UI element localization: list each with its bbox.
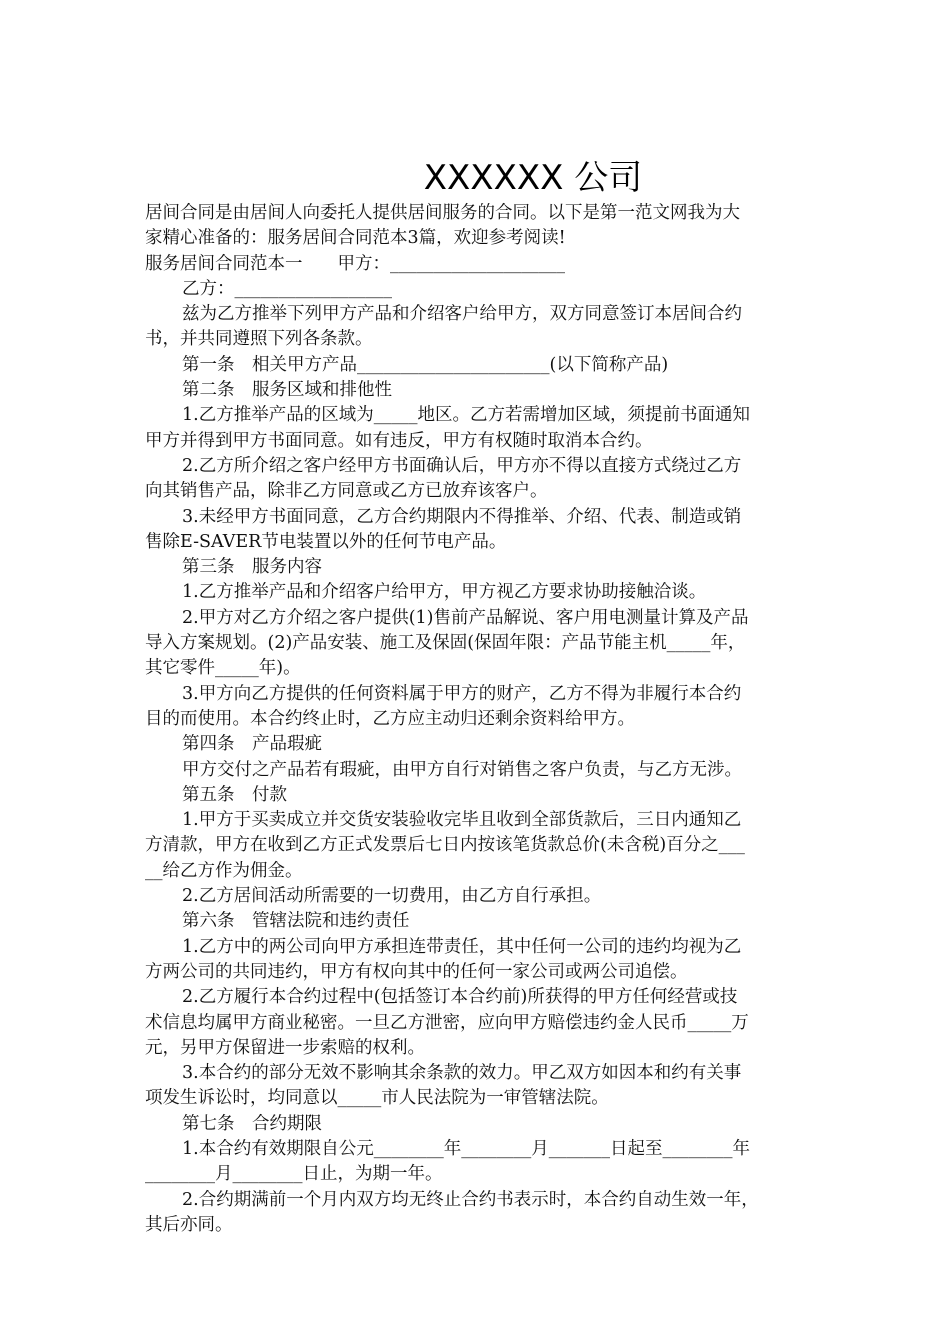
text-line: 兹为乙方推举下列甲方产品和介绍客户给甲方，双方同意签订本居间合约 xyxy=(182,304,742,325)
text-line: 家精心准备的：服务居间合同范本3篇，欢迎参考阅读! xyxy=(145,228,566,249)
text-line: 1.乙方推举产品的区域为_____地区。乙方若需增加区域，须提前书面通知 xyxy=(182,405,750,426)
text-line: 服务居间合同范本一 甲方：____________________ xyxy=(145,253,565,274)
text-line: 1.甲方于买卖成立并交货安装验收完毕且收到全部货款后，三日内通知乙 xyxy=(182,810,742,831)
text-line: 1.乙方中的两公司向甲方承担连带责任，其中任何一公司的违约均视为乙 xyxy=(182,936,742,957)
text-line: 第二条 服务区域和排他性 xyxy=(182,380,392,401)
text-line: __给乙方作为佣金。 xyxy=(145,860,303,881)
text-line: 第六条 管辖法院和违约责任 xyxy=(182,911,410,932)
text-line: 方两公司的共同违约，甲方有权向其中的任何一家公司或两公司追偿。 xyxy=(145,961,688,982)
text-line: 第一条 相关甲方产品______________________(以下简称产品) xyxy=(182,354,669,375)
text-line: 其它零件_____年)。 xyxy=(145,658,301,679)
text-line: 2.乙方履行本合约过程中(包括签订本合约前)所获得的甲方任何经营或技 xyxy=(182,987,738,1008)
text-line: 3.本合约的部分无效不影响其余条款的效力。甲乙双方如因本和约有关事 xyxy=(182,1063,742,1084)
text-line: 3.甲方向乙方提供的任何资料属于甲方的财产，乙方不得为非履行本合约 xyxy=(182,683,742,704)
text-line: 向其销售产品，除非乙方同意或乙方已放弃该客户。 xyxy=(145,481,548,502)
document-title: XXXXXX 公司 xyxy=(423,158,643,198)
text-line: 乙方：__________________ xyxy=(182,278,392,299)
text-line: 其后亦同。 xyxy=(145,1214,233,1235)
text-line: 目的而使用。本合约终止时，乙方应主动归还剩余资料给甲方。 xyxy=(145,708,635,729)
text-line: 导入方案规划。(2)产品安装、施工及保固(保固年限：产品节能主机_____年， xyxy=(145,633,746,654)
text-line: 1.乙方推举产品和介绍客户给甲方，甲方视乙方要求协助接触洽谈。 xyxy=(182,582,707,603)
text-line: 项发生诉讼时，均同意以_____市人民法院为一审管辖法院。 xyxy=(145,1088,609,1109)
document-body xyxy=(145,201,808,1238)
text-line: 第七条 合约期限 xyxy=(182,1113,322,1134)
text-line: 书，并共同遵照下列各条款。 xyxy=(145,329,373,350)
text-line: 甲方并得到甲方书面同意。如有违反，甲方有权随时取消本合约。 xyxy=(145,430,653,451)
text-line: 2.乙方居间活动所需要的一切费用，由乙方自行承担。 xyxy=(182,886,602,907)
text-line: 第三条 服务内容 xyxy=(182,557,322,578)
text-line: 第五条 付款 xyxy=(182,784,287,805)
text-line: 2.乙方所介绍之客户经甲方书面确认后，甲方亦不得以直接方式绕过乙方 xyxy=(182,455,742,476)
text-line: 甲方交付之产品若有瑕疵，由甲方自行对销售之客户负责，与乙方无涉。 xyxy=(182,759,742,780)
text-line: 元，另甲方保留进一步索赔的权利。 xyxy=(145,1037,425,1058)
text-line: 术信息均属甲方商业秘密。一旦乙方泄密，应向甲方赔偿违约金人民币_____万 xyxy=(145,1012,749,1033)
text-line: 2.合约期满前一个月内双方均无终止合约书表示时，本合约自动生效一年， xyxy=(182,1189,759,1210)
text-line: 方清款，甲方在收到乙方正式发票后七日内按该笔货款总价(未含税)百分之___ xyxy=(145,835,745,856)
text-line: 售除E-SAVER节电装置以外的任何节电产品。 xyxy=(145,531,507,552)
text-line: ________月________日止，为期一年。 xyxy=(145,1164,443,1185)
text-line: 3.未经甲方书面同意，乙方合约期限内不得推举、介绍、代表、制造或销 xyxy=(182,506,742,527)
text-line: 居间合同是由居间人向委托人提供居间服务的合同。以下是第一范文网我为大 xyxy=(145,203,740,223)
text-line: 2.甲方对乙方介绍之客户提供(1)售前产品解说、客户用电测量计算及产品 xyxy=(182,607,749,628)
text-line: 1.本合约有效期限自公元________年________月_______日起至________年 xyxy=(182,1138,750,1159)
text-line: 第四条 产品瑕疵 xyxy=(182,734,322,755)
